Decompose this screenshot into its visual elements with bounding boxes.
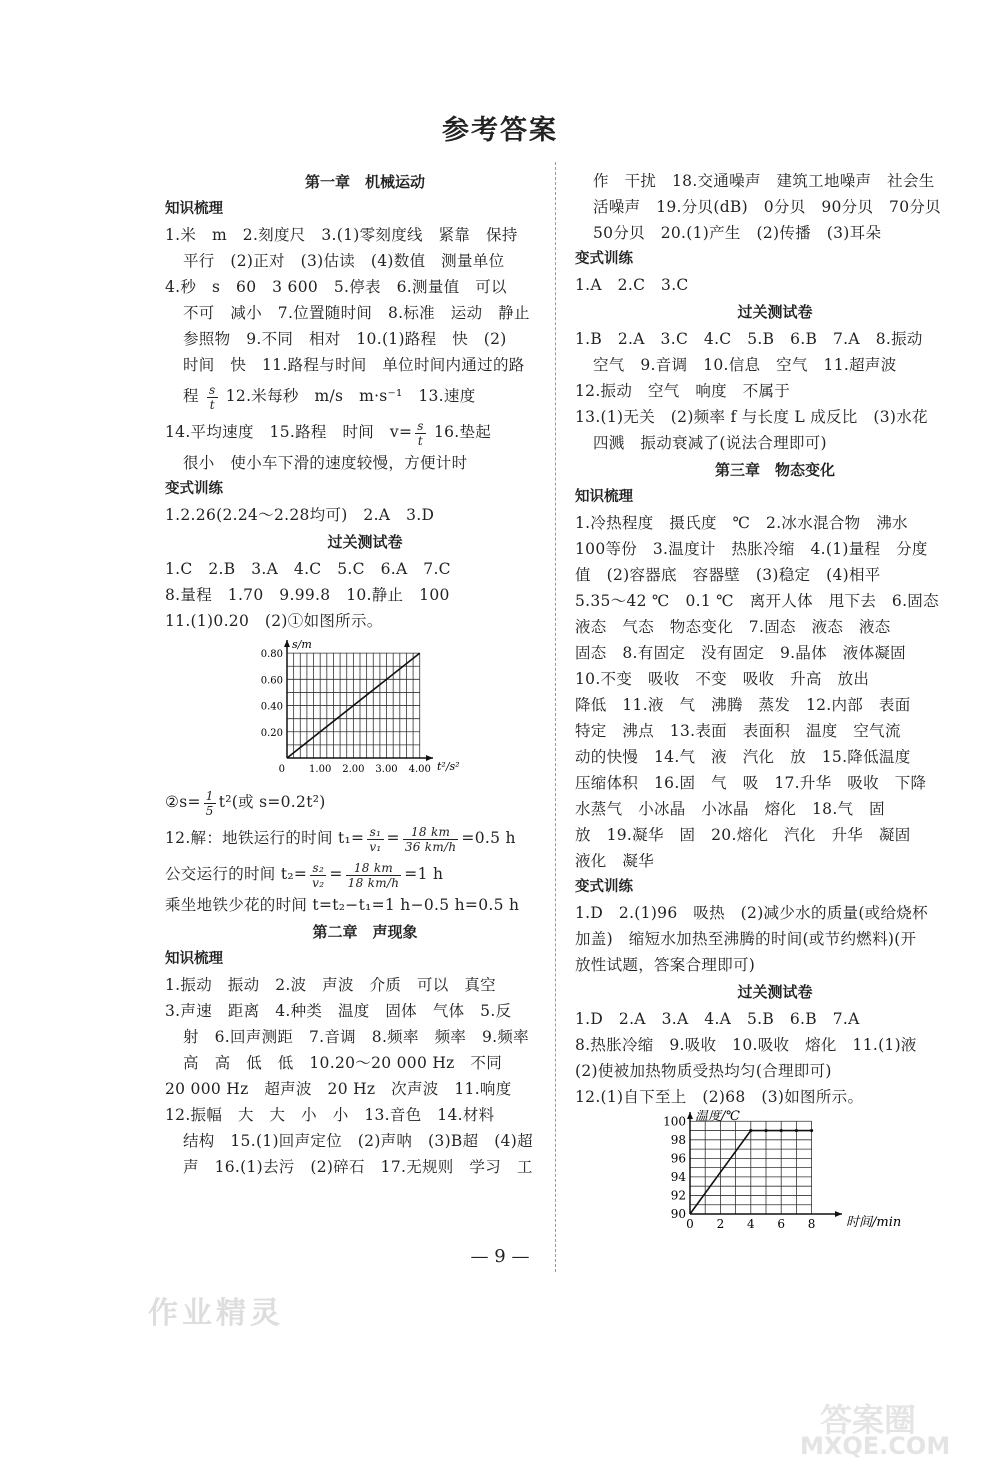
x-axis-arrow [426,755,433,761]
answer-line: 值 (2)容器底 容器壁 (3)稳定 (4)相平 [575,566,881,584]
answer-line: 时间 快 11.路程与时间 单位时间内通过的路 [183,356,525,374]
x-tick-label: 1.00 [309,764,332,775]
page-number: — 9 — [470,1246,530,1267]
x-tick-label: 8 [807,1217,816,1230]
x-tick-label: 4.00 [408,764,431,775]
answer-line: 参照物 9.不同 相对 10.(1)路程 快 (2) [183,330,507,348]
answer-line: 5.35～42 ℃ 0.1 ℃ 离开人体 甩下去 6.固态 [575,592,939,610]
section-heading: 变式训练 [575,879,633,895]
answer-line: 1.米 m 2.刻度尺 3.(1)零刻度线 紧靠 保持 [165,226,518,244]
x-tick-label: 2 [716,1217,725,1230]
temperature-time-chart [575,1110,975,1230]
y-tick-label: 94 [670,1169,686,1184]
section-heading: 变式训练 [575,251,633,267]
answer-line: 公交运行的时间 t₂= $\frac{\text{s₂}}{\text{v₂}}$ = $\frac{18 km}{18 km/h}$ =1 h [165,860,444,890]
watermark-logo: 作业精灵 [148,1296,284,1331]
answer-line: 50分贝 20.(1)产生 (2)传播 (3)耳朵 [593,224,882,242]
x-axis-label: t²/s² [437,760,460,773]
answer-line: 1.振动 振动 2.波 声波 介质 可以 真空 [165,976,496,994]
answer-line: 不可 减小 7.位置随时间 8.标准 运动 静止 [183,304,530,322]
right-column [575,168,975,1230]
section-heading: 过关测试卷 [327,533,403,551]
answer-line: 1.2.26(2.24～2.28均可) 2.A 3.D [165,506,435,524]
answer-line: 10.不变 吸收 不变 吸收 升高 放出 [575,670,870,688]
data-point [780,1129,783,1132]
data-point [810,1129,813,1132]
answer-line: 压缩体积 16.固 气 吸 17.升华 吸收 下降 [575,774,927,792]
answer-line: 12.(1)自下至上 (2)68 (3)如图所示。 [575,1088,864,1106]
answer-line: 很小 使小车下滑的速度较慢，方便计时 [183,454,468,472]
fraction: $\frac{\text{s₁}}{\text{v₁}}$ [369,824,382,854]
answer-line: 100等份 3.温度计 热胀冷缩 4.(1)量程 分度 [575,540,928,558]
section-heading: 变式训练 [165,481,223,497]
x-axis-arrow [835,1211,842,1217]
answer-line: 13.(1)无关 (2)频率 f 与长度 L 成反比 (3)水花 [575,408,928,426]
fraction: $\frac{\text{s₂}}{\text{v₂}}$ [312,860,325,890]
answer-line: 4.秒 s 60 3 600 5.停表 6.测量值 可以 [165,278,507,296]
fraction: $\frac{s}{t}$ [417,418,424,448]
chapter-1-title: 第一章 机械运动 [304,173,425,191]
data-point [795,1129,798,1132]
answer-line: 活噪声 19.分贝(dB) 0分贝 90分贝 70分贝 [593,198,941,216]
answer-line: 液态 气态 物态变化 7.固态 液态 液态 [575,618,891,636]
answer-line: 1.A 2.C 3.C [575,276,689,294]
chapter-2-title: 第二章 声现象 [312,923,418,941]
x-tick-label: 0 [686,1217,694,1230]
answer-line: 12.解：地铁运行的时间 t₁= $\frac{\text{s₁}}{\text{v₁}}$ = $\frac{18 km}{36 km/h}$ =0.5 h [165,824,516,854]
left-column [165,168,565,1180]
y-axis-arrow [284,640,290,647]
y-tick-label: 0.60 [260,675,283,687]
x-tick-label: 6 [777,1217,786,1230]
fraction: $\frac{s}{t}$ [209,382,216,412]
answer-line: 声 16.(1)去污 (2)碎石 17.无规则 学习 工 [183,1158,533,1176]
answer-line: 四溅 振动衰减了(说法合理即可) [593,434,827,452]
answer-line: 1.C 2.B 3.A 4.C 5.C 6.A 7.C [165,560,451,578]
y-tick-label: 0.80 [260,649,283,661]
section-heading: 过关测试卷 [737,303,813,321]
section-heading: 知识梳理 [165,201,223,217]
fraction: $\frac{18 km}{36 km/h}$ [404,824,457,854]
section-heading: 知识梳理 [165,951,223,967]
x-tick-label: 4 [746,1217,755,1230]
answer-line: 12.振动 空气 响度 不属于 [575,382,791,400]
answer-line: 乘坐地铁少花的时间 t=t₂−t₁=1 h−0.5 h=0.5 h [165,896,520,914]
answer-line: 1.D 2.(1)96 吸热 (2)减少水的质量(或给烧杯 [575,904,928,922]
watermark-site-url: MXQE.COM [800,1432,951,1460]
y-axis-label: 温度/℃ [695,1110,740,1124]
answer-line: 14.平均速度 15.路程 时间 v= $\frac{s}{t}$ 16.垫起 [165,418,492,448]
distance-time-squared-chart [165,634,565,784]
answer-line: 3.声速 距离 4.种类 温度 固体 气体 5.反 [165,1002,512,1020]
answer-line: 结构 15.(1)回声定位 (2)声呐 (3)B超 (4)超 [183,1132,533,1150]
section-heading: 过关测试卷 [737,983,813,1001]
answer-line: 平行 (2)正对 (3)估读 (4)数值 测量单位 [183,252,505,270]
answer-line: 8.量程 1.70 9.99.8 10.静止 100 [165,586,450,604]
fraction: $\frac{18 km}{18 km/h}$ [347,860,400,890]
answer-line: 水蒸气 小冰晶 小冰晶 熔化 18.气 固 [575,800,885,818]
answer-line: 8.热胀冷缩 9.吸收 10.吸收 熔化 11.(1)液 [575,1036,917,1054]
answer-line: 固态 8.有固定 没有固定 9.晶体 液体凝固 [575,644,906,662]
section-heading: 知识梳理 [575,489,633,505]
answer-line: 空气 9.音调 10.信息 空气 11.超声波 [593,356,897,374]
answer-line: 动的快慢 14.气 液 汽化 放 15.降低温度 [575,748,911,766]
answer-line: 放 19.凝华 固 20.熔化 汽化 升华 凝固 [575,826,911,844]
chapter-3-title: 第三章 物态变化 [714,461,835,479]
answer-line: 1.D 2.A 3.A 4.A 5.B 6.B 7.A [575,1010,860,1028]
x-tick-label: 2.00 [342,764,365,775]
data-point [764,1129,767,1132]
answer-line: 程 $\frac{s}{t}$ 12.米每秒 m/s m·s⁻¹ 13.速度 [183,382,476,412]
answer-line: 射 6.回声测距 7.音调 8.频率 频率 9.频率 [183,1028,529,1046]
answer-line: 作 干扰 18.交通噪声 建筑工地噪声 社会生 [593,172,935,190]
y-tick-label: 92 [670,1188,686,1203]
y-tick-label: 96 [670,1151,686,1166]
fraction: $\frac{1}{5}$ [205,788,214,818]
answer-line: 12.振幅 大 大 小 小 13.音色 14.材料 [165,1106,495,1124]
y-axis-label: s/m [292,638,312,651]
answer-line: ②s= $\frac{1}{5}$ t²(或 s=0.2t²) [165,788,326,818]
y-tick-label: 90 [670,1207,686,1221]
answer-line: 液化 凝华 [575,852,655,870]
y-axis-arrow [687,1112,693,1119]
answer-line: 加盖) 缩短水加热至沸腾的时间(或节约燃料)(开 [575,930,917,948]
origin-label: 0 [278,764,285,775]
answer-line: 1.B 2.A 3.C 4.C 5.B 6.B 7.A 8.振动 [575,330,923,348]
y-tick-label: 100 [663,1114,686,1129]
watermark-site-logo: 答案圈 [820,1401,917,1439]
x-axis-label: 时间/min [846,1215,902,1230]
answer-line: 11.(1)0.20 (2)①如图所示。 [165,612,383,630]
page-title: 参考答案 [442,115,558,146]
answer-line: 1.冷热程度 摄氏度 ℃ 2.冰水混合物 沸水 [575,514,908,532]
answer-line: 特定 沸点 13.表面 表面积 温度 空气流 [575,722,901,740]
y-tick-label: 98 [670,1132,686,1147]
y-tick-label: 0.40 [260,701,283,713]
x-tick-label: 3.00 [375,764,398,775]
y-tick-label: 0.20 [260,727,283,739]
answer-line: 20 000 Hz 超声波 20 Hz 次声波 11.响度 [165,1080,512,1098]
answer-line: 高 高 低 低 10.20～20 000 Hz 不同 [183,1054,503,1072]
answer-line: (2)使被加热物质受热均匀(合理即可) [575,1062,832,1080]
answer-line: 降低 11.液 气 沸腾 蒸发 12.内部 表面 [575,696,911,714]
data-point [749,1129,752,1132]
answer-line: 放性试题，答案合理即可) [575,956,756,974]
